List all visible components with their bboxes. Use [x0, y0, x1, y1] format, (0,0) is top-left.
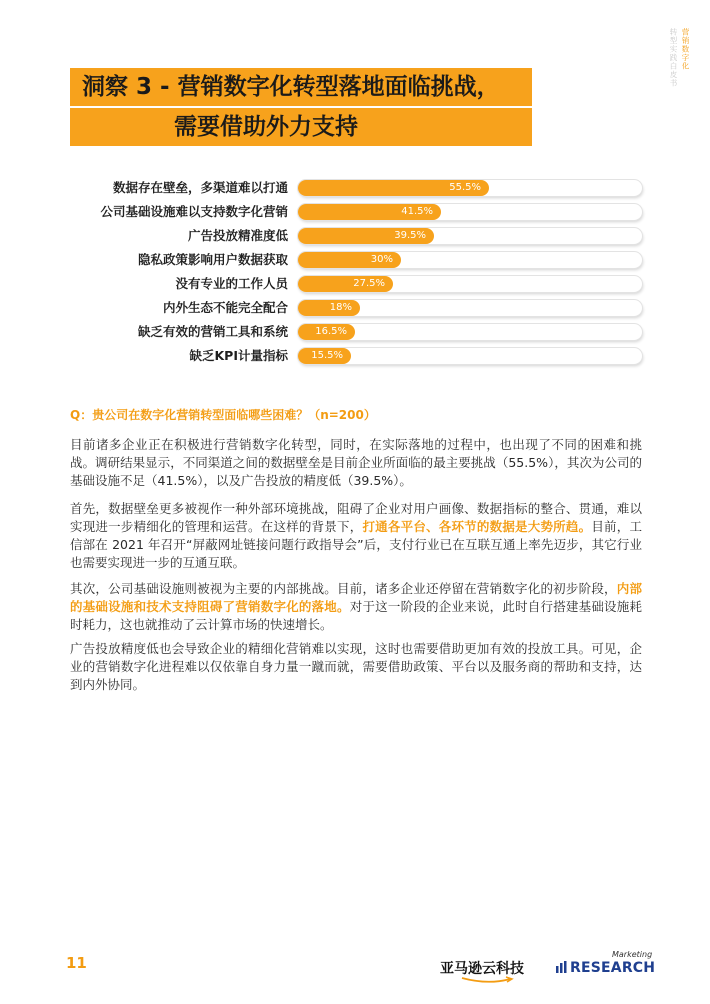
paragraph-2-text-b: 目前，工信部在 2021 年召开“屏蔽网址链接问题行政指导会”后，支付行业已在互联互通上率先迈步，其它行业也需要实现进一步的互通互联。 — [70, 519, 642, 570]
bar-value-label: 30% — [370, 254, 393, 265]
bar-category-label: 隐私政策影响用户数据获取 — [137, 252, 288, 267]
bar — [298, 348, 351, 364]
bar-track — [298, 204, 642, 220]
bar-track — [298, 252, 642, 268]
bar-row — [70, 296, 645, 320]
bar-value-label: 55.5% — [449, 182, 481, 193]
side-mark-line1: 营销数字化 — [681, 28, 690, 71]
research-label: RESEARCH — [570, 960, 656, 976]
marketing-label: Marketing — [612, 950, 653, 959]
paragraph-2 — [70, 500, 642, 572]
bar-row — [70, 320, 645, 344]
bar — [298, 180, 489, 196]
bar-row — [70, 344, 645, 368]
bar-category-label: 没有专业的工作人员 — [175, 276, 288, 291]
bar-category-label: 内外生态不能完全配合 — [162, 300, 288, 315]
bar — [298, 228, 434, 244]
paragraph-1: 目前诸多企业正在积极进行营销数字化转型，同时，在实际落地的过程中，也出现了不同的困难和挑战。调研结果显示，不同渠道之间的数据壁垒是目前企业所面临的最主要挑战（55.5%），其次为公司的基础设施不足（41.5%），以及广告投放的精度低（39.5%）。 — [70, 437, 642, 488]
page-number: 11 — [66, 954, 87, 972]
bar-category-label: 公司基础设施难以支持数字化营销 — [100, 204, 288, 219]
bar — [298, 276, 393, 292]
challenges-bar-chart — [70, 176, 645, 368]
page-title-line2: 需要借助外力支持 — [70, 108, 532, 146]
bar-track — [298, 180, 642, 196]
bar-value-label: 15.5% — [311, 350, 343, 361]
paragraph-3-highlight: 内部的基础设施和技术支持阻碍了营销数字化的落地。 — [70, 581, 642, 614]
paragraph-3 — [70, 580, 642, 634]
paragraph-4: 广告投放精度低也会导致企业的精细化营销难以实现，这时也需要借助更加有效的投放工具。可见，企业的营销数字化进程难以仅依靠自身力量一蹴而就，需要借助政策、平台以及服务商的帮助和支持，达到内外协同。 — [70, 641, 642, 692]
paragraph-2-text-a: 首先，数据壁垒更多被视作一种外部环境挑战，阻碍了企业对用户画像、数据指标的整合、贯通，难以实现进一步精细化的管理和运营。在这样的背景下， — [70, 501, 642, 534]
research-wordmark — [556, 960, 655, 976]
bar-row — [70, 224, 645, 248]
bar-track — [298, 324, 642, 340]
bar-value-label: 39.5% — [394, 230, 426, 241]
paragraph-3-text-b: 对于这一阶段的企业来说，此时自行搭建基础设施耗时耗力，这也就推动了云计算市场的快速增长。 — [70, 599, 642, 632]
amazon-web-services-logo — [440, 958, 524, 978]
bar-value-label: 27.5% — [353, 278, 385, 289]
bar-row — [70, 200, 645, 224]
bar-category-label: 广告投放精准度低 — [187, 228, 288, 243]
bars-icon — [556, 961, 568, 973]
bar-row — [70, 176, 645, 200]
page-title-line1: 洞察 3 - 营销数字化转型落地面临挑战， — [70, 68, 532, 106]
bar-track — [298, 228, 642, 244]
paragraph-3-text-a: 其次，公司基础设施则被视为主要的内部挑战。目前，诸多企业还停留在营销数字化的初步阶段， — [70, 581, 617, 596]
amazon-logo-text: 亚马逊云科技 — [440, 961, 524, 977]
survey-question: Q：贵公司在数字化营销转型面临哪些困难？（n=200） — [70, 408, 376, 422]
bar-category-label: 缺乏KPI计量指标 — [189, 348, 288, 363]
bar-category-label: 数据存在壁垒，多渠道难以打通 — [112, 180, 288, 195]
paragraph-2-highlight: 打通各平台、各环节的数据是大势所趋。 — [362, 519, 592, 534]
bar-value-label: 18% — [329, 302, 352, 313]
bar-row — [70, 248, 645, 272]
bar-track — [298, 300, 642, 316]
bar-row — [70, 272, 645, 296]
bar-track — [298, 276, 642, 292]
bar — [298, 204, 441, 220]
bar — [298, 300, 360, 316]
side-series-mark — [669, 28, 690, 88]
bar-category-label: 缺乏有效的营销工具和系统 — [137, 324, 288, 339]
bar-value-label: 16.5% — [315, 326, 347, 337]
bar — [298, 252, 401, 268]
smile-arrow-icon — [460, 976, 516, 984]
bar-value-label: 41.5% — [401, 206, 433, 217]
bar — [298, 324, 355, 340]
bar-track — [298, 348, 642, 364]
side-mark-line2: 转型实践白皮书 — [669, 28, 678, 88]
